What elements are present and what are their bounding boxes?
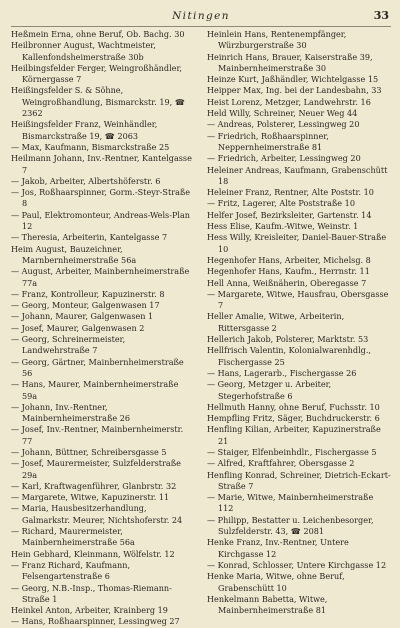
directory-entry: Hegenhofer Hans, Arbeiter, Michelsg. 8 (207, 254, 371, 265)
directory-entry: Heim August, Bauzeichner, Marnbernheimerstraße 56a (11, 243, 137, 265)
directory-entry: Henke Maria, Witwe, ohne Beruf, Grabenschütt 10 (207, 571, 345, 593)
left-column (11, 29, 201, 628)
page-number: 33 (373, 9, 389, 22)
directory-entry: — Johann, Maurer, Galgenwasen 1 (11, 311, 154, 322)
directory-entry: — Konrad, Schlosser, Untere Kirchgasse 12 (207, 559, 387, 570)
directory-entry: — Georg, Metzger u. Arbeiter, Stegerhofstraße 6 (207, 379, 332, 401)
directory-entry: Heller Amalie, Witwe, Arbeiterin, Rittersgasse 2 (207, 311, 345, 333)
directory-entry: Heist Lorenz, Metzger, Landwehrstr. 16 (207, 96, 371, 107)
directory-entry: — Margarete, Witwe, Hausfrau, Obersgasse 7 (207, 288, 389, 311)
directory-entry: — Friedrich, Arbeiter, Lessingweg 20 (207, 153, 361, 164)
directory-entry: — August, Arbeiter, Mainbernheimerstraße 77a (11, 266, 190, 288)
running-title: Nitingen (172, 10, 230, 22)
directory-entry: — Georg, Schreinermeister, Landwehrstraße 7 (11, 334, 126, 356)
directory-entry: Henkelmann Babetta, Witwe, Mainbernheimerstraße 81 (207, 593, 328, 616)
directory-entry: — Paul, Elektromonteur, Andreas-Wels-Plan 12 (11, 209, 191, 232)
directory-entry: Hell Anna, Weißnäherin, Oberegasse 7 (207, 277, 367, 288)
directory-entry: Hellfrisch Valentin, Kolonialwarenhdlg., Fischergasse 25 (207, 345, 371, 367)
directory-entry: Hegenhofer Hans, Kaufm., Herrnstr. 11 (207, 266, 370, 277)
directory-entry: — Hans, Maurer, Mainbernheimerstraße 59a (11, 379, 179, 401)
directory-entry: Heleiner Franz, Rentner, Alte Poststr. 10 (207, 187, 374, 198)
directory-entry: — Margarete, Witwe, Kapuzinerstr. 11 (11, 492, 170, 503)
directory-entry: Heißingsfelder S. & Söhne, Weingroßhandlung, Bismarckstr. 19, ☎ 2362 (11, 85, 185, 119)
directory-entry: Heißingsfelder Franz, Weinhändler, Bismarckstraße 19, ☎ 2063 (11, 119, 158, 141)
directory-entry: Helfer Josef, Bezirksleiter, Gartenstr. 14 (207, 209, 372, 220)
directory-entry: — Friedrich, Roßhaarspinner, Neppernheimerstraße 81 (207, 130, 329, 152)
directory-entry: — Jakob, Arbeiter, Albertshöferstr. 6 (11, 175, 161, 186)
directory-entry: — Theresia, Arbeiterin, Kantelgasse 7 (11, 232, 168, 243)
page-header (11, 6, 391, 27)
directory-entry: — Josef, Maurer, Galgenwasen 2 (11, 322, 145, 333)
directory-entry: Heilmann Johann, Inv.-Rentner, Kantelgasse 7 (11, 153, 192, 175)
directory-entry: Heßmein Erna, ohne Beruf, Ob. Bachg. 30 (11, 29, 185, 39)
directory-entry: — Marie, Witwe, Mainbernheimerstraße 112 (207, 492, 374, 514)
directory-entry: — Karl, Kraftwagenführer, Glanbrstr. 32 (11, 480, 177, 491)
directory-entry: Henfling Kilian, Arbeiter, Kapuzinerstraße 21 (207, 424, 381, 446)
directory-entry: Henfling Konrad, Schreiner, Dietrich-Eckart-Straße 7 (207, 469, 391, 491)
right-column (201, 29, 391, 628)
directory-entry: — Jos, Roßhaarspinner, Gorm.-Steyr-Straße 8 (11, 187, 191, 209)
directory-entry: — Max, Kaufmann, Bismarckstraße 25 (11, 141, 170, 152)
directory-entry: — Johann, Inv.-Rentner, Mainbernheimerstraße 26 (11, 401, 131, 424)
directory-entry: Heinlein Hans, Rentenempfänger, Würzburgerstraße 30 (207, 29, 347, 51)
directory-entry: — Johann, Büttner, Schreibersgasse 5 (11, 446, 167, 457)
directory-entry: Heinrich Hans, Brauer, Kaiserstraße 39, Mainbernheimerstraße 30 (207, 51, 373, 73)
directory-entry: Henke Franz, Inv.-Rentner, Untere Kirchgasse 12 (207, 537, 349, 559)
directory-columns (11, 29, 391, 628)
directory-entry: Heilbingsfelder Ferger, Weingroßhändler, Körnergasse 7 (11, 62, 182, 85)
directory-entry: — Fritz, Lagerer, Alte Poststraße 10 (207, 198, 355, 209)
directory-entry: Heinkel Anton, Arbeiter, Krainberg 19 (11, 605, 168, 616)
directory-entry: — Hans, Lagerarb., Fischergasse 26 (207, 367, 357, 378)
directory-entry: Hein Gebhard, Kleinmann, Wölfelstr. 12 (11, 548, 175, 559)
directory-entry: — Georg, Gärtner, Mainbernheimerstraße 56 (11, 356, 184, 378)
directory-entry: Held Willy, Schreiner, Neuer Weg 44 (207, 108, 358, 119)
directory-entry: — Richard, Maurermeister, Mainbernheimerstraße 56a (11, 526, 135, 548)
directory-entry: — Maria, Hausbesitzerhandlung, Galmarkstr. Meurer, Nichtshoferstr. 24 (11, 503, 183, 525)
directory-entry: — Franz Richard, Kaufmann, Felsengartenstraße 6 (11, 559, 131, 582)
directory-entry: Heilbronner August, Wachtmeister, Kallenfondsheimerstraße 30b (11, 40, 156, 62)
directory-entry: — Philipp, Bestatter u. Leichenbesorger, Sulzfelderstr. 43, ☎ 2081 (207, 514, 374, 537)
directory-entry: — Andreas, Polsterer, Lessingweg 20 (207, 119, 360, 130)
directory-entry: — Georg, N.B.-Insp., Thomas-Riemann-Straße 1 (11, 582, 172, 604)
directory-entry: — Georg, Monteur, Galgenwasen 17 (11, 300, 160, 311)
directory-entry: Hellmuth Hanny, ohne Beruf, Fuchsstr. 10 (207, 401, 380, 412)
directory-entry: — Staiger, Elfenbeinhdlr., Fischergasse 5 (207, 446, 377, 457)
directory-entry: — Franz, Kontrolleur, Kapuzinerstr. 8 (11, 288, 165, 299)
directory-entry: — Josef, Inv.-Rentner, Mainbernheimerstr. 77 (11, 424, 184, 446)
directory-entry: — Josef, Maurermeister, Sulzfelderstraße 29a (11, 458, 181, 480)
directory-entry: Hellerich Jakob, Polsterer, Marktstr. 53 (207, 334, 369, 345)
directory-entry: Heinze Kurt, Jaßhändler, Wichtelgasse 15 (207, 74, 379, 85)
directory-entry: Hempfling Fritz, Säger, Buchdruckerstr. 6 (207, 413, 380, 424)
directory-entry: Hess Elise, Kaufm.-Witwe, Weinstr. 1 (207, 221, 359, 232)
directory-entry: — Alfred, Kraftfahrer, Obersgasse 2 (207, 458, 355, 469)
directory-entry: — Hans, Roßhaarspinner, Lessingweg 27 (11, 616, 180, 627)
directory-entry: Heleiner Andreas, Kaufmann, Grabenschütt 18 (207, 164, 388, 186)
directory-entry: Heipper Max, Ing. bei der Landesbahn, 33 (207, 85, 382, 96)
directory-entry: Hess Willy, Kreisleiter, Daniel-Bauer-Straße 10 (207, 232, 387, 254)
